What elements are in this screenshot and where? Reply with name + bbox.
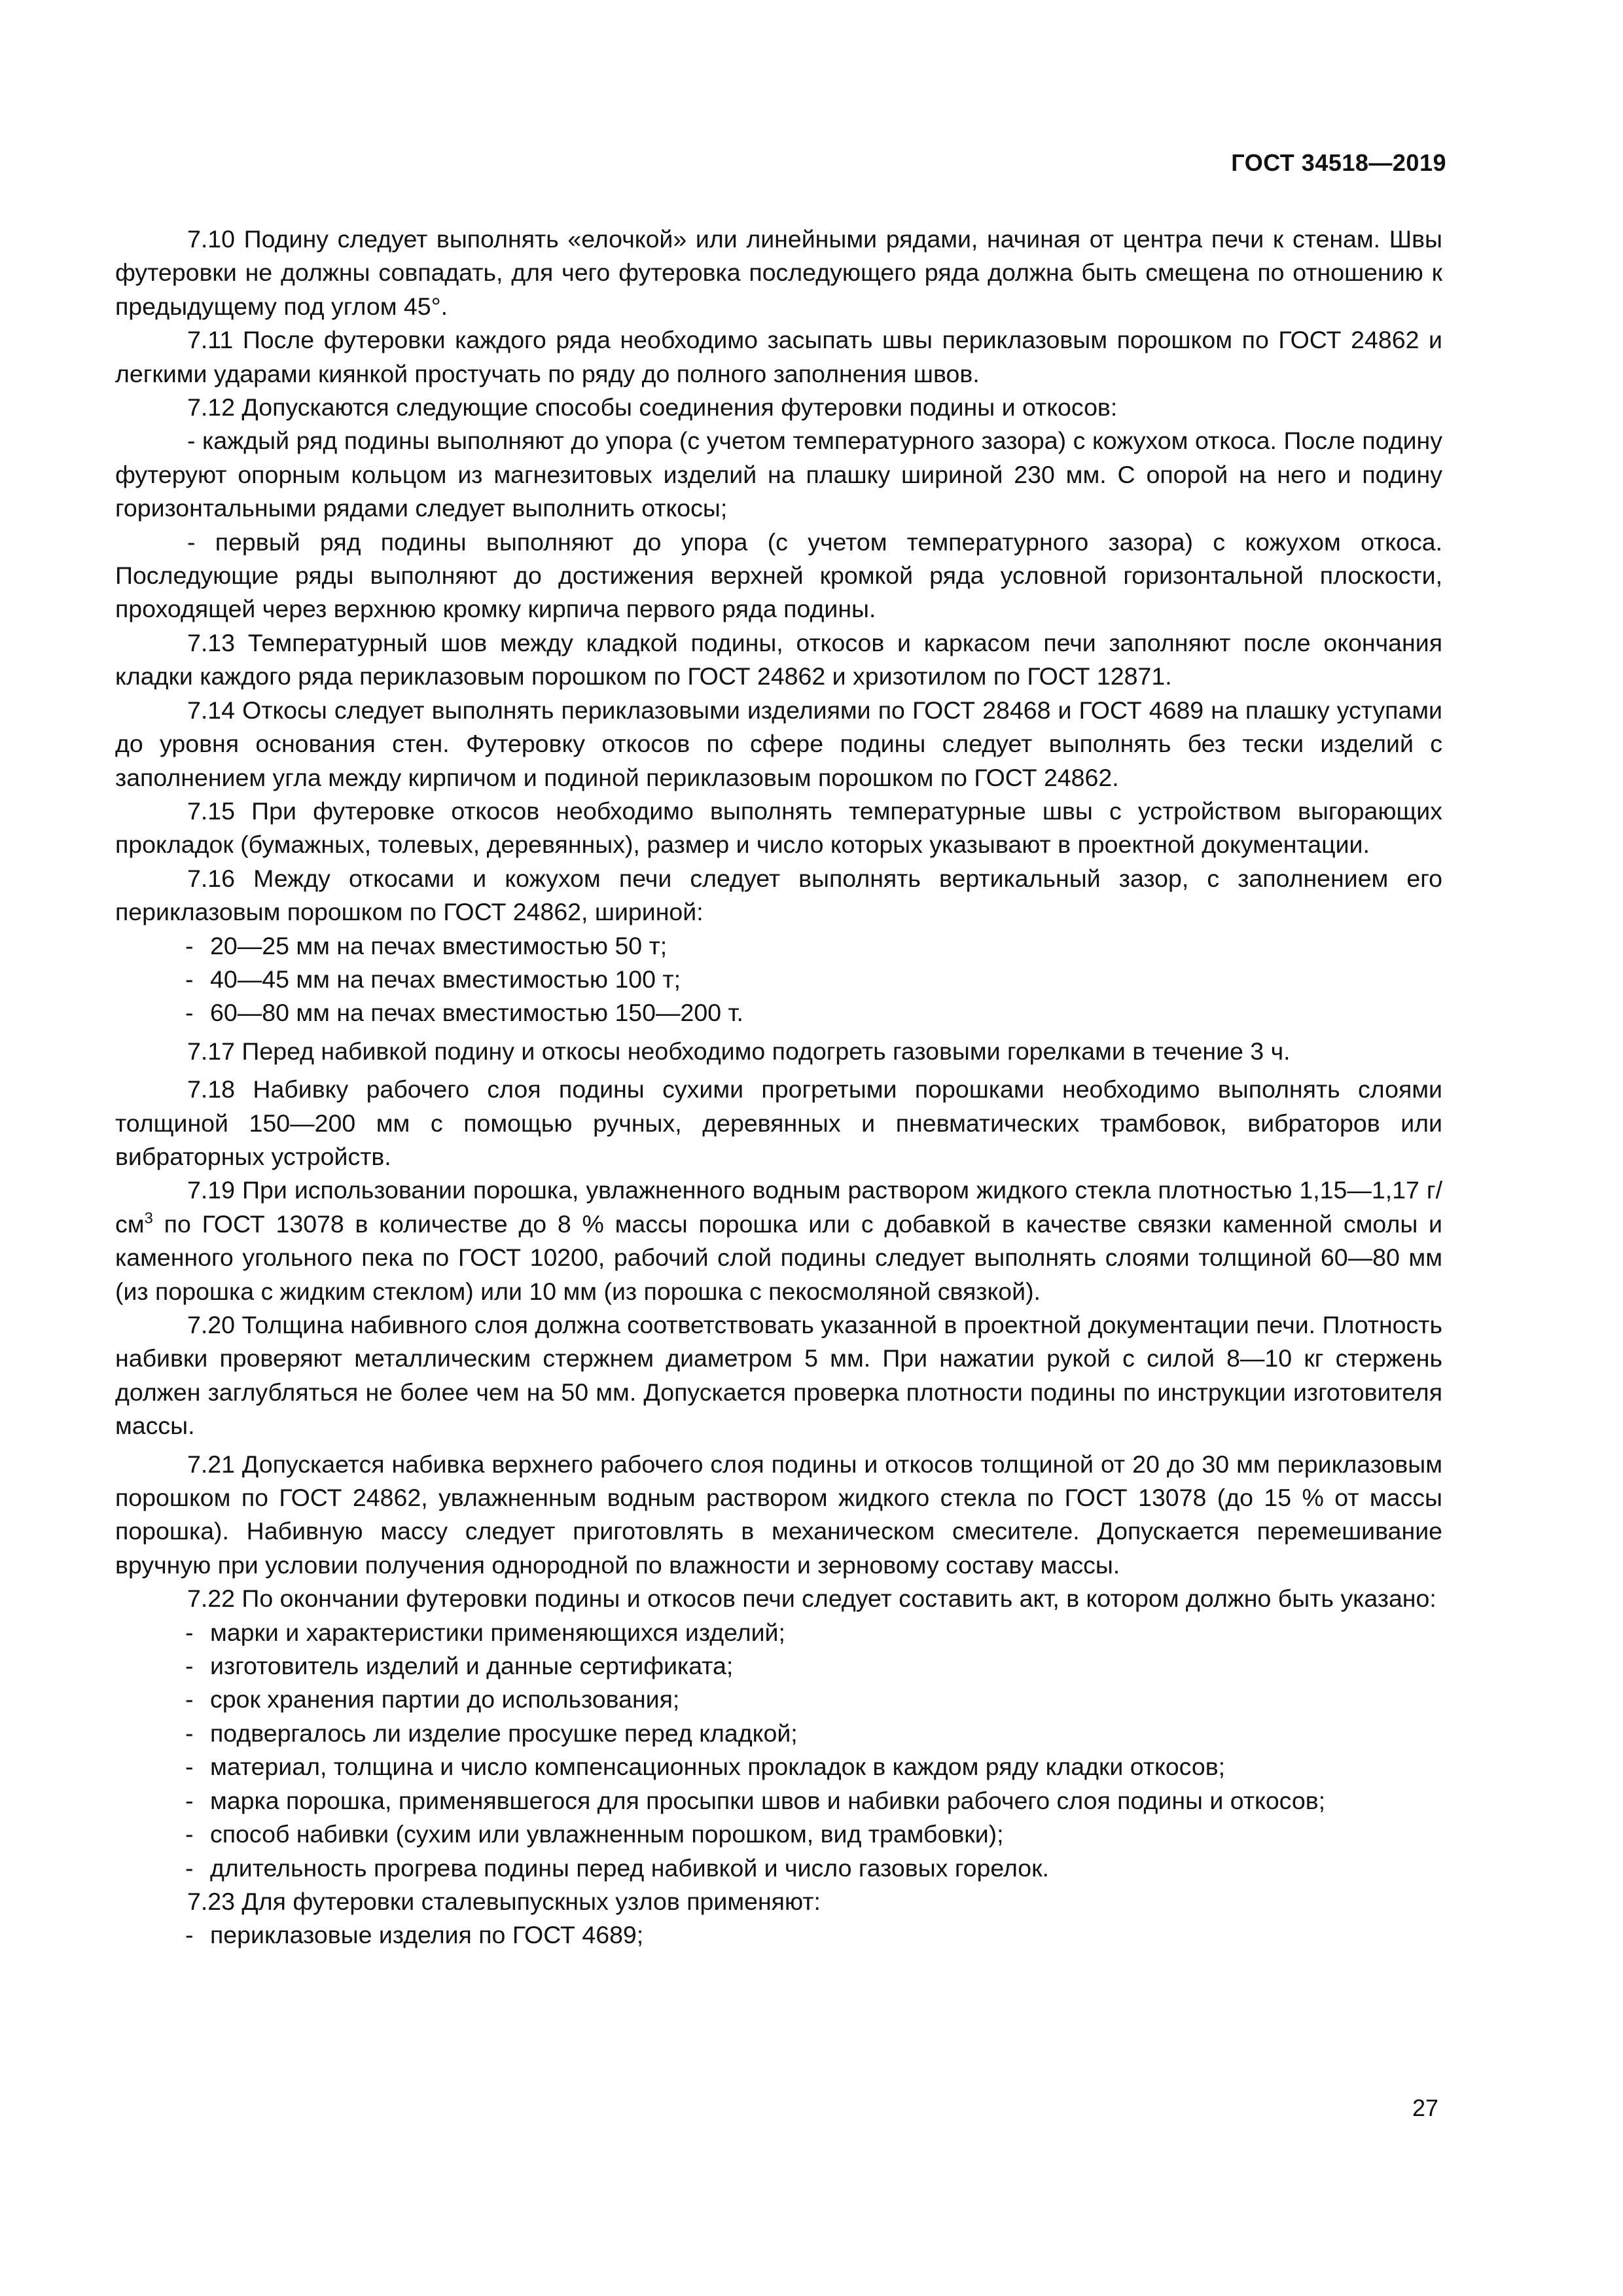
- paragraph-7-19-end: по ГОСТ 13078 в количестве до 8 % массы порошка или с добавкой в качестве связки каменной смолы и каменного угольного пека по ГОСТ 10200, рабочий слой подины следует выполнять слоями толщиной 60—80 мм (из порошка с жидким стеклом) или 10 мм (из порошка с пекосмоляной связкой).: [115, 1210, 1442, 1305]
- list-dash: -: [185, 1685, 194, 1713]
- paragraph-7-19: [115, 1174, 1442, 1308]
- list-item: [115, 1918, 1442, 1952]
- paragraph-7-19-start: 7.19 При использовании порошка, увлажненного водным раствором жидкого стекла плотностью 1,15—1,17 г/см: [115, 1176, 1442, 1238]
- list-item-text: способ набивки (сухим или увлажненным порошком, вид трамбовки);: [210, 1820, 1004, 1848]
- document-body: [115, 223, 1442, 1952]
- list-item-text: длительность прогрева подины перед набивкой и число газовых горелок.: [210, 1854, 1049, 1882]
- list-item-text: срок хранения партии до использования;: [210, 1685, 680, 1713]
- paragraph-7-23: 7.23 Для футеровки сталевыпускных узлов применяют:: [187, 1887, 821, 1915]
- list-dash: -: [185, 1719, 194, 1747]
- list-item-text: 60—80 мм на печах вместимостью 150—200 т.: [210, 999, 743, 1027]
- list-dash: -: [185, 1786, 194, 1814]
- paragraph-7-10: 7.10 Подину следует выполнять «елочкой» или линейными рядами, начиная от центра печи к стенам. Швы футеровки не должны совпадать, для чего футеровка последующего ряда должна быть смещена по отношению к предыдущему под углом 45°.: [115, 225, 1442, 320]
- paragraph-7-16: 7.16 Между откосами и кожухом печи следует выполнять вертикальный зазор, с заполнением его периклазовым порошком по ГОСТ 24862, шириной:: [115, 864, 1442, 926]
- paragraph-7-12-option-2: - первый ряд подины выполняют до упора (с учетом температурного зазора) с кожухом откоса. Последующие ряды выполняют до достижения верхней кромкой ряда условной горизонтальной плоскости, проходящей через верхнюю кромку кирпича первого ряда подины.: [115, 528, 1442, 623]
- list-item: [115, 963, 1442, 996]
- page-number: 27: [1412, 2094, 1438, 2121]
- list-item-text: подвергалось ли изделие просушке перед кладкой;: [210, 1719, 798, 1747]
- list-item-text: марки и характеристики применяющихся изделий;: [210, 1618, 785, 1646]
- standard-header: ГОСТ 34518—2019: [1231, 149, 1446, 176]
- superscript: 3: [144, 1209, 153, 1227]
- list-dash: -: [185, 1820, 194, 1848]
- paragraph-7-21: 7.21 Допускается набивка верхнего рабочего слоя подины и откосов толщиной от 20 до 30 мм периклазовым порошком по ГОСТ 24862, увлажненным водным раствором жидкого стекла по ГОСТ 13078 (до 15 % от массы порошка). Набивную массу следует приготовлять в механическом смесителе. Допускается перемешивание вручную при условии получения однородной по влажности и зерновому составу массы.: [115, 1450, 1442, 1579]
- list-dash: -: [185, 931, 194, 960]
- paragraph-7-11: 7.11 После футеровки каждого ряда необходимо засыпать швы периклазовым порошком по ГОСТ 24862 и легкими ударами киянкой простучать по ряду до полного заполнения швов.: [115, 326, 1442, 387]
- list-item-text: марка порошка, применявшегося для просыпки швов и набивки рабочего слоя подины и откосов;: [210, 1786, 1326, 1814]
- paragraph-7-15: 7.15 При футеровке откосов необходимо выполнять температурные швы с устройством выгорающих прокладок (бумажных, толевых, деревянных), размер и число которых указывают в проектной документации.: [115, 797, 1442, 859]
- list-item-text: периклазовые изделия по ГОСТ 4689;: [210, 1921, 644, 1949]
- paragraph-7-14: 7.14 Откосы следует выполнять периклазовыми изделиями по ГОСТ 28468 и ГОСТ 4689 на плашку уступами до уровня основания стен. Футеровку откосов по сфере подины следует выполнять без тески изделий с заполнением угла между кирпичом и подиной периклазовым порошком по ГОСТ 24862.: [115, 696, 1442, 791]
- paragraph-7-20: 7.20 Толщина набивного слоя должна соответствовать указанной в проектной документации печи. Плотность набивки проверяют металлическим стержнем диаметром 5 мм. При нажатии рукой с силой 8—10 кг стержень должен заглубляться не более чем на 50 мм. Допускается проверка плотности подины по инструкции изготовителя массы.: [115, 1311, 1442, 1440]
- list-item: [115, 1616, 1442, 1649]
- list-item: [115, 1852, 1442, 1885]
- paragraph-7-18: 7.18 Набивку рабочего слоя подины сухими прогретыми порошками необходимо выполнять слоями толщиной 150—200 мм с помощью ручных, деревянных и пневматических трамбовок, вибраторов или вибраторных устройств.: [115, 1075, 1442, 1170]
- list-item: [115, 1818, 1442, 1851]
- list-dash: -: [185, 1618, 194, 1646]
- list-dash: -: [185, 1753, 194, 1781]
- list-item: [115, 1649, 1442, 1683]
- paragraph-7-12: 7.12 Допускаются следующие способы соединения футеровки подины и откосов:: [187, 393, 1118, 422]
- list-dash: -: [185, 1854, 194, 1882]
- list-item: [115, 996, 1442, 1030]
- list-item-text: изготовитель изделий и данные сертификата;: [210, 1652, 734, 1680]
- list-dash: -: [185, 965, 194, 993]
- list-dash: -: [185, 1652, 194, 1680]
- list-item: [115, 929, 1442, 963]
- paragraph-7-13: 7.13 Температурный шов между кладкой подины, откосов и каркасом печи заполняют после окончания кладки каждого ряда периклазовым порошком по ГОСТ 24862 и хризотилом по ГОСТ 12871.: [115, 628, 1442, 691]
- paragraph-7-17: 7.17 Перед набивкой подину и откосы необходимо подогреть газовыми горелками в течение 3 ч.: [187, 1037, 1291, 1065]
- paragraph-7-22: 7.22 По окончании футеровки подины и откосов печи следует составить акт, в котором должно быть указано:: [187, 1585, 1436, 1613]
- list-item-text: 40—45 мм на печах вместимостью 100 т;: [210, 965, 681, 993]
- list-item-text: 20—25 мм на печах вместимостью 50 т;: [210, 931, 668, 960]
- list-item-text: материал, толщина и число компенсационных прокладок в каждом ряду кладки откосов;: [210, 1753, 1226, 1781]
- list-dash: -: [185, 999, 194, 1027]
- list-dash: -: [185, 1921, 194, 1949]
- list-item: [115, 1750, 1442, 1784]
- list-item: [115, 1717, 1442, 1750]
- list-item: [115, 1784, 1442, 1818]
- paragraph-7-12-option-1: - каждый ряд подины выполняют до упора (с учетом температурного зазора) с кожухом откоса. После подину футеруют опорным кольцом из магнезитовых изделий на плашку шириной 230 мм. С опорой на него и подину горизонтальными рядами следует выполнить откосы;: [115, 427, 1442, 522]
- list-item: [115, 1683, 1442, 1716]
